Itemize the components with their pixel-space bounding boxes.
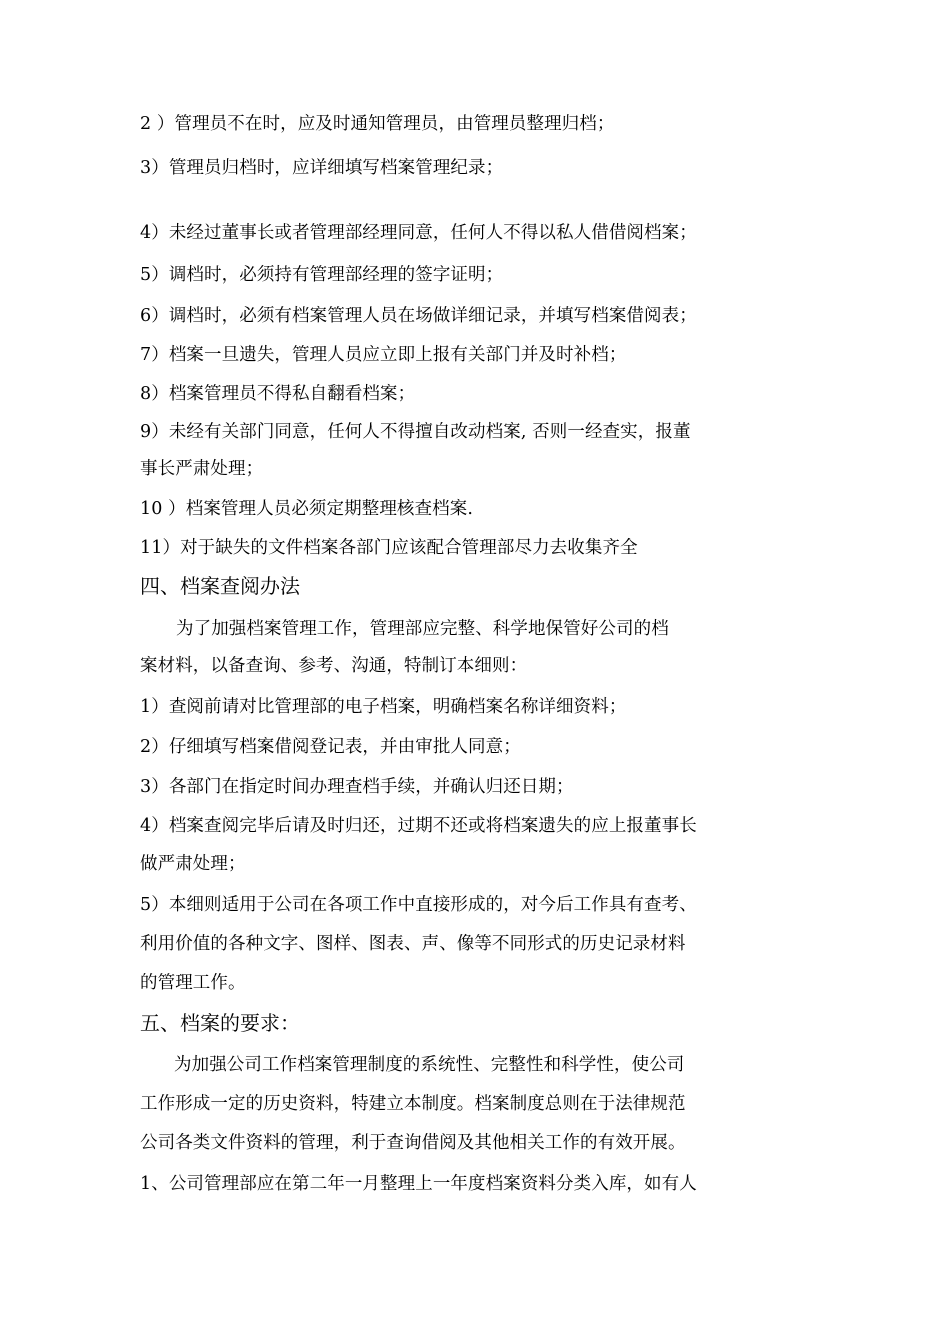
- paragraph-line: 为加强公司工作档案管理制度的系统性、完整性和科学性，使公司: [174, 1055, 685, 1075]
- section-heading-5: 五、档案的要求：: [140, 1011, 300, 1035]
- list-item: 11）对于缺失的文件档案各部门应该配合管理部尽力去收集齐全: [140, 538, 638, 558]
- list-item-continuation: 的管理工作。: [140, 973, 246, 993]
- list-item: 3）各部门在指定时间办理查档手续，并确认归还日期；: [140, 777, 574, 797]
- paragraph-line: 为了加强档案管理工作，管理部应完整、科学地保管好公司的档: [176, 619, 669, 639]
- list-item: 1、公司管理部应在第二年一月整理上一年度档案资料分类入库，如有人: [140, 1174, 697, 1194]
- list-item: 4）档案查阅完毕后请及时归还，过期不还或将档案遗失的应上报董事长: [140, 816, 697, 836]
- list-item: 5）本细则适用于公司在各项工作中直接形成的，对今后工作具有查考、: [140, 895, 697, 915]
- list-item: 8）档案管理员不得私自翻看档案；: [140, 384, 416, 404]
- list-item: 4）未经过董事长或者管理部经理同意，任何人不得以私人借借阅档案；: [140, 223, 697, 243]
- list-item: 5）调档时，必须持有管理部经理的签字证明；: [140, 265, 504, 285]
- list-item: 3）管理员归档时，应详细填写档案管理纪录；: [140, 158, 504, 178]
- list-item: 2）仔细填写档案借阅登记表，并由审批人同意；: [140, 737, 521, 757]
- paragraph-line: 工作形成一定的历史资料，特建立本制度。档案制度总则在于法律规范: [140, 1094, 686, 1114]
- list-item: 2 ）管理员不在时，应及时通知管理员，由管理员整理归档；: [140, 114, 615, 134]
- list-item: 9）未经有关部门同意，任何人不得擅自改动档案, 否则一经查实，报董: [140, 422, 691, 442]
- list-item-continuation: 做严肃处理；: [140, 854, 246, 874]
- paragraph-line: 公司各类文件资料的管理，利于查询借阅及其他相关工作的有效开展。: [140, 1133, 686, 1153]
- section-heading-4: 四、档案查阅办法: [140, 574, 300, 598]
- list-item: 7）档案一旦遗失，管理人员应立即上报有关部门并及时补档；: [140, 345, 627, 365]
- list-item: 1）查阅前请对比管理部的电子档案，明确档案名称详细资料；: [140, 697, 627, 717]
- list-item: 10 ）档案管理人员必须定期整理核查档案.: [140, 499, 473, 519]
- list-item-continuation: 利用价值的各种文字、图样、图表、声、像等不同形式的历史记录材料: [140, 934, 686, 954]
- list-item: 6）调档时，必须有档案管理人员在场做详细记录，并填写档案借阅表；: [140, 306, 697, 326]
- paragraph-line: 案材料，以备查询、参考、沟通，特制订本细则：: [140, 656, 528, 676]
- list-item-continuation: 事长严肃处理；: [140, 459, 264, 479]
